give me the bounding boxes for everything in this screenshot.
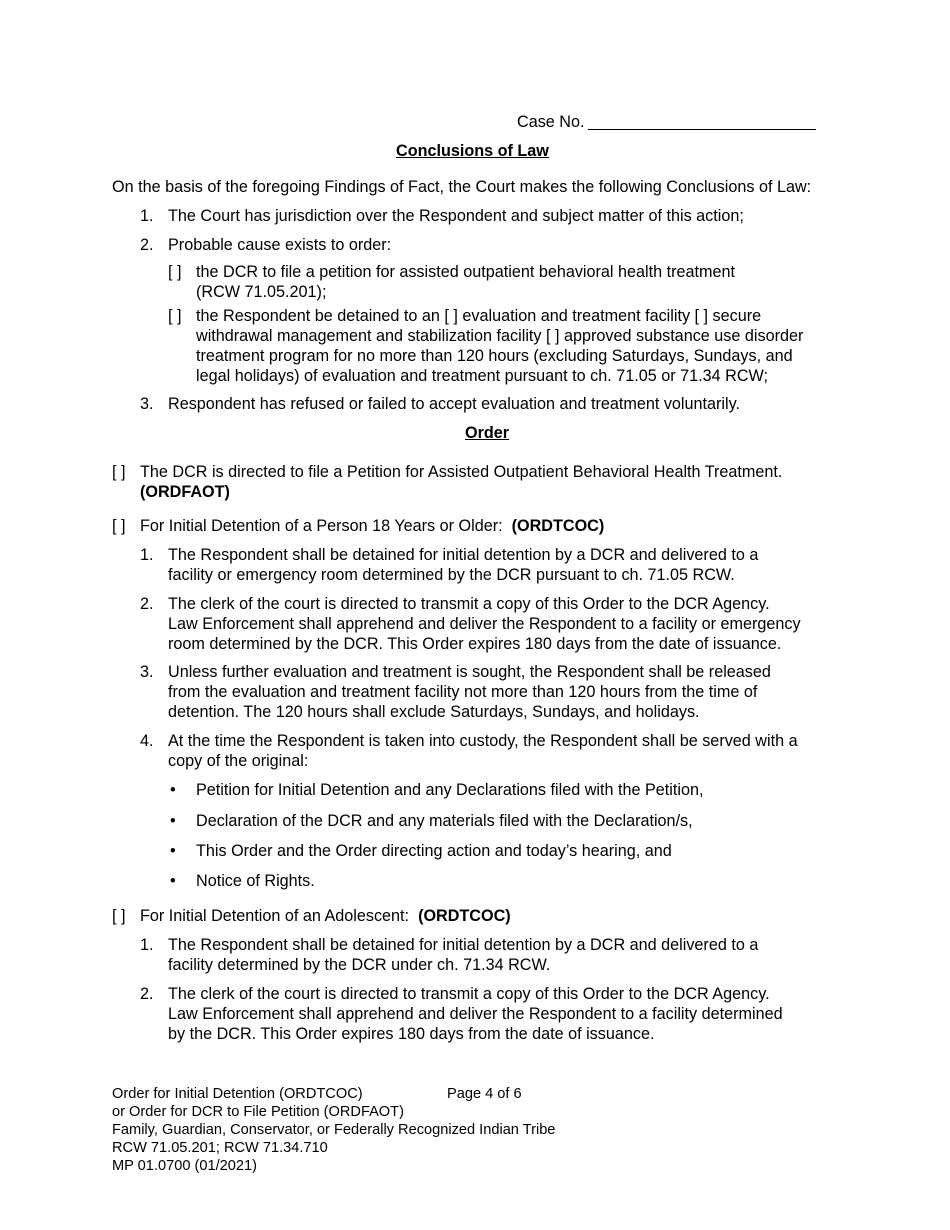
adolescent-detention-title	[140, 906, 511, 926]
adult-item-2-line3: room determined by the DCR. This Order expires 180 days from the date of issuance.	[168, 635, 782, 653]
footer-parties: Family, Guardian, Conservator, or Federally Recognized Indian Tribe	[112, 1122, 556, 1138]
conclusions-heading: Conclusions of Law	[396, 142, 549, 160]
adult-detention-title	[140, 516, 604, 536]
adolescent-item-2-line3: by the DCR. This Order expires 180 days from the date of issuance.	[168, 1025, 655, 1043]
ordfaot-code: (ORDFAOT)	[140, 483, 230, 501]
adolescent-item-2-number: 2.	[140, 985, 154, 1003]
case-number-field	[517, 112, 816, 132]
case-number-label: Case No.	[517, 113, 585, 131]
checkbox-adult-detention[interactable]: [ ]	[112, 517, 126, 535]
ordfaot-text: The DCR is directed to file a Petition for Assisted Outpatient Behavioral Health Treatment.	[140, 463, 783, 481]
conclusion-1-number: 1.	[140, 207, 154, 225]
adolescent-item-1-line2: facility determined by the DCR under ch. 71.34 RCW.	[168, 956, 551, 974]
adolescent-detention-code: (ORDTCOC)	[418, 907, 511, 925]
footer-page-number: Page 4 of 6	[447, 1086, 522, 1102]
footer-form-subtitle: or Order for DCR to File Petition (ORDFAOT)	[112, 1104, 404, 1120]
list-item: Declaration of the DCR and any materials filed with the Declaration/s,	[196, 812, 693, 830]
adult-item-4-line2: copy of the original:	[168, 752, 309, 770]
conclusion-1-text: The Court has jurisdiction over the Respondent and subject matter of this action;	[168, 207, 744, 225]
checkbox-petition[interactable]: [ ]	[168, 263, 182, 281]
bullet-marker: •	[170, 872, 176, 890]
bullet-marker: •	[170, 842, 176, 860]
adult-item-1-line1: The Respondent shall be detained for initial detention by a DCR and delivered to a	[168, 546, 759, 564]
footer-form-number: MP 01.0700 (01/2021)	[112, 1158, 257, 1174]
detention-option-line3: treatment program for no more than 120 hours (excluding Saturdays, Sundays, and	[196, 347, 793, 365]
case-number-blank	[588, 113, 816, 130]
bullet-marker: •	[170, 781, 176, 799]
adult-item-3-line2: from the evaluation and treatment facility not more than 120 hours from the time of	[168, 683, 758, 701]
adolescent-detention-label: For Initial Detention of an Adolescent:	[140, 907, 410, 925]
detention-option-line2: withdrawal management and stabilization facility [ ] approved substance use disorder	[196, 327, 804, 345]
list-item: Notice of Rights.	[196, 872, 315, 890]
petition-option-line2: (RCW 71.05.201);	[196, 283, 327, 301]
conclusion-3-number: 3.	[140, 395, 154, 413]
adolescent-item-1-line1: The Respondent shall be detained for initial detention by a DCR and delivered to a	[168, 936, 759, 954]
adolescent-item-1-number: 1.	[140, 936, 154, 954]
adolescent-item-2-line1: The clerk of the court is directed to transmit a copy of this Order to the DCR Agency.	[168, 985, 770, 1003]
conclusion-2-text: Probable cause exists to order:	[168, 236, 392, 254]
adult-detention-label: For Initial Detention of a Person 18 Years or Older:	[140, 517, 503, 535]
conclusion-2-number: 2.	[140, 236, 154, 254]
adult-item-3-line3: detention. The 120 hours shall exclude Saturdays, Sundays, and holidays.	[168, 703, 700, 721]
adult-item-3-line1: Unless further evaluation and treatment is sought, the Respondent shall be released	[168, 663, 771, 681]
checkbox-adolescent-detention[interactable]: [ ]	[112, 907, 126, 925]
adult-item-1-line2: facility or emergency room determined by the DCR pursuant to ch. 71.05 RCW.	[168, 566, 735, 584]
checkbox-detention[interactable]: [ ]	[168, 307, 182, 325]
adult-detention-code: (ORDTCOC)	[511, 517, 605, 535]
detention-option-line4: legal holidays) of evaluation and treatment pursuant to ch. 71.05 or 71.34 RCW;	[196, 367, 769, 385]
bullet-marker: •	[170, 812, 176, 830]
petition-option-line1: the DCR to file a petition for assisted outpatient behavioral health treatment	[196, 263, 735, 281]
footer-statutes: RCW 71.05.201; RCW 71.34.710	[112, 1140, 328, 1156]
adolescent-item-2-line2: Law Enforcement shall apprehend and deliver the Respondent to a facility determined	[168, 1005, 783, 1023]
conclusions-intro: On the basis of the foregoing Findings of Fact, the Court makes the following Conclusions of Law:	[112, 178, 812, 196]
adult-item-2-line2: Law Enforcement shall apprehend and deliver the Respondent to a facility or emergency	[168, 615, 801, 633]
adult-item-3-number: 3.	[140, 663, 154, 681]
adult-item-2-line1: The clerk of the court is directed to transmit a copy of this Order to the DCR Agency.	[168, 595, 770, 613]
adult-item-2-number: 2.	[140, 595, 154, 613]
order-heading: Order	[465, 424, 510, 442]
adult-item-1-number: 1.	[140, 546, 154, 564]
footer-form-title: Order for Initial Detention (ORDTCOC)	[112, 1086, 363, 1102]
list-item: Petition for Initial Detention and any Declarations filed with the Petition,	[196, 781, 704, 799]
adult-item-4-number: 4.	[140, 732, 154, 750]
adult-item-4-line1: At the time the Respondent is taken into custody, the Respondent shall be served with a	[168, 732, 798, 750]
checkbox-ordfaot[interactable]: [ ]	[112, 463, 126, 481]
list-item: This Order and the Order directing action and today’s hearing, and	[196, 842, 672, 860]
conclusion-3-text: Respondent has refused or failed to accept evaluation and treatment voluntarily.	[168, 395, 741, 413]
detention-option-line1: the Respondent be detained to an [ ] evaluation and treatment facility [ ] secure	[196, 307, 762, 325]
